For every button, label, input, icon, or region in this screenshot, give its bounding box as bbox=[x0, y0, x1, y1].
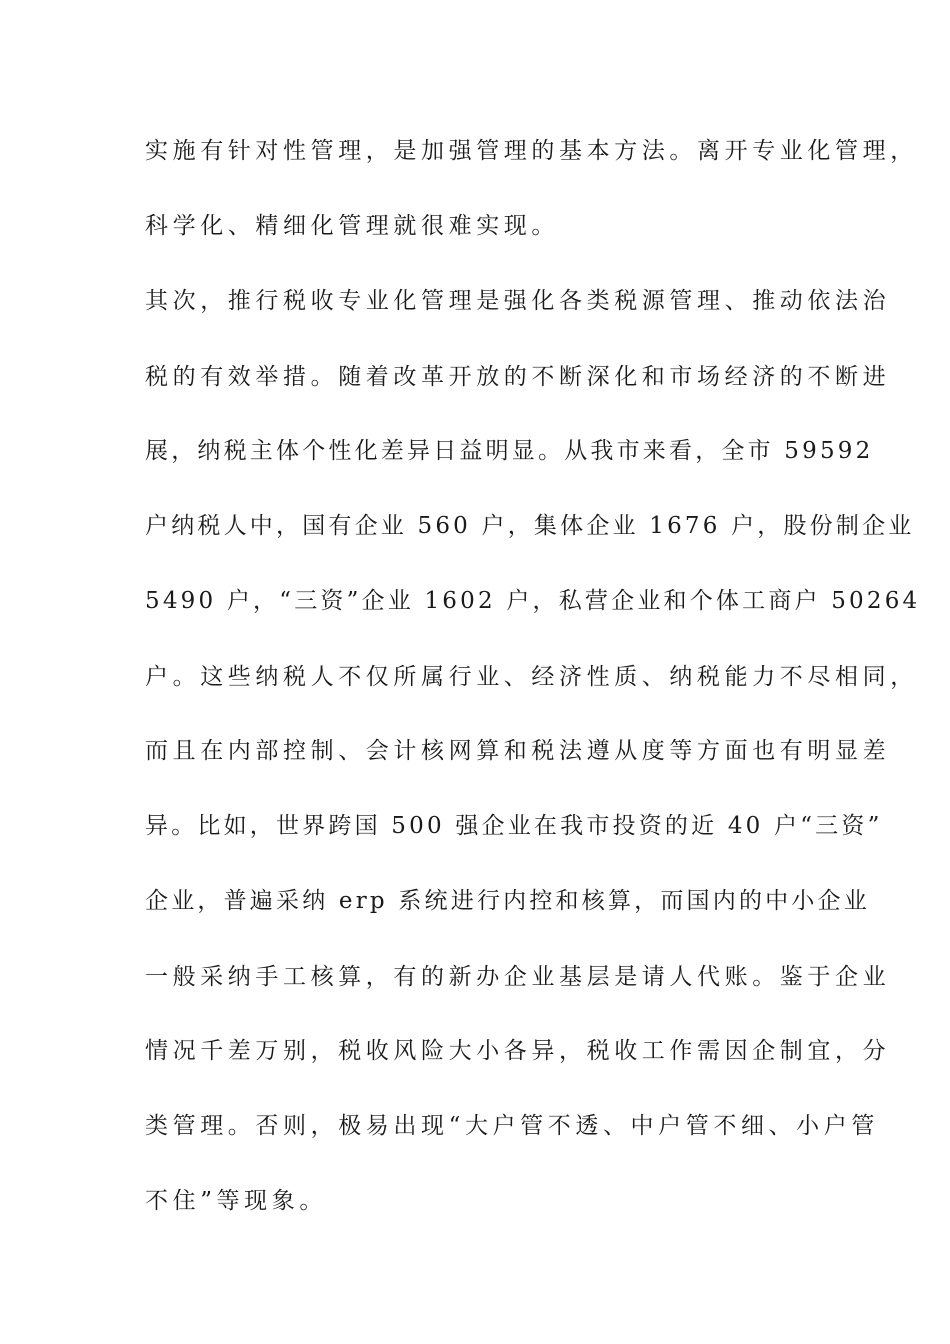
text-line: 实施有针对性管理，是加强管理的基本方法。离开专业化管理， bbox=[145, 138, 918, 164]
text-line: 户。这些纳税人不仅所属行业、经济性质、纳税能力不尽相同， bbox=[145, 664, 918, 690]
text-line: 5490 户，“三资”企业 1602 户，私营企业和个体工商户 50264 bbox=[145, 588, 921, 614]
text-line: 户纳税人中，国有企业 560 户，集体企业 1676 户，股份制企业 bbox=[145, 513, 915, 539]
text-line: 不住”等现象。 bbox=[145, 1188, 327, 1214]
text-line: 其次，推行税收专业化管理是强化各类税源管理、推动依法治 bbox=[145, 288, 891, 314]
text-line: 而且在内部控制、会计核网算和税法遵从度等方面也有明显差 bbox=[145, 738, 891, 764]
text-line: 类管理。否则，极易出现“大户管不透、中户管不细、小户管 bbox=[145, 1113, 879, 1139]
text-line: 税的有效举措。随着改革开放的不断深化和市场经济的不断进 bbox=[145, 364, 891, 390]
text-line: 情况千差万别，税收风险大小各异，税收工作需因企制宜，分 bbox=[145, 1038, 891, 1064]
text-line: 展，纳税主体个性化差异日益明显。从我市来看，全市 59592 bbox=[145, 438, 874, 464]
text-line: 企业，普遍采纳 erp 系统进行内控和核算，而国内的中小企业 bbox=[145, 888, 870, 914]
text-line: 一般采纳手工核算，有的新办企业基层是请人代账。鉴于企业 bbox=[145, 964, 891, 990]
text-line: 科学化、精细化管理就很难实现。 bbox=[145, 213, 559, 239]
text-line: 异。比如，世界跨国 500 强企业在我市投资的近 40 户“三资” bbox=[145, 813, 883, 839]
